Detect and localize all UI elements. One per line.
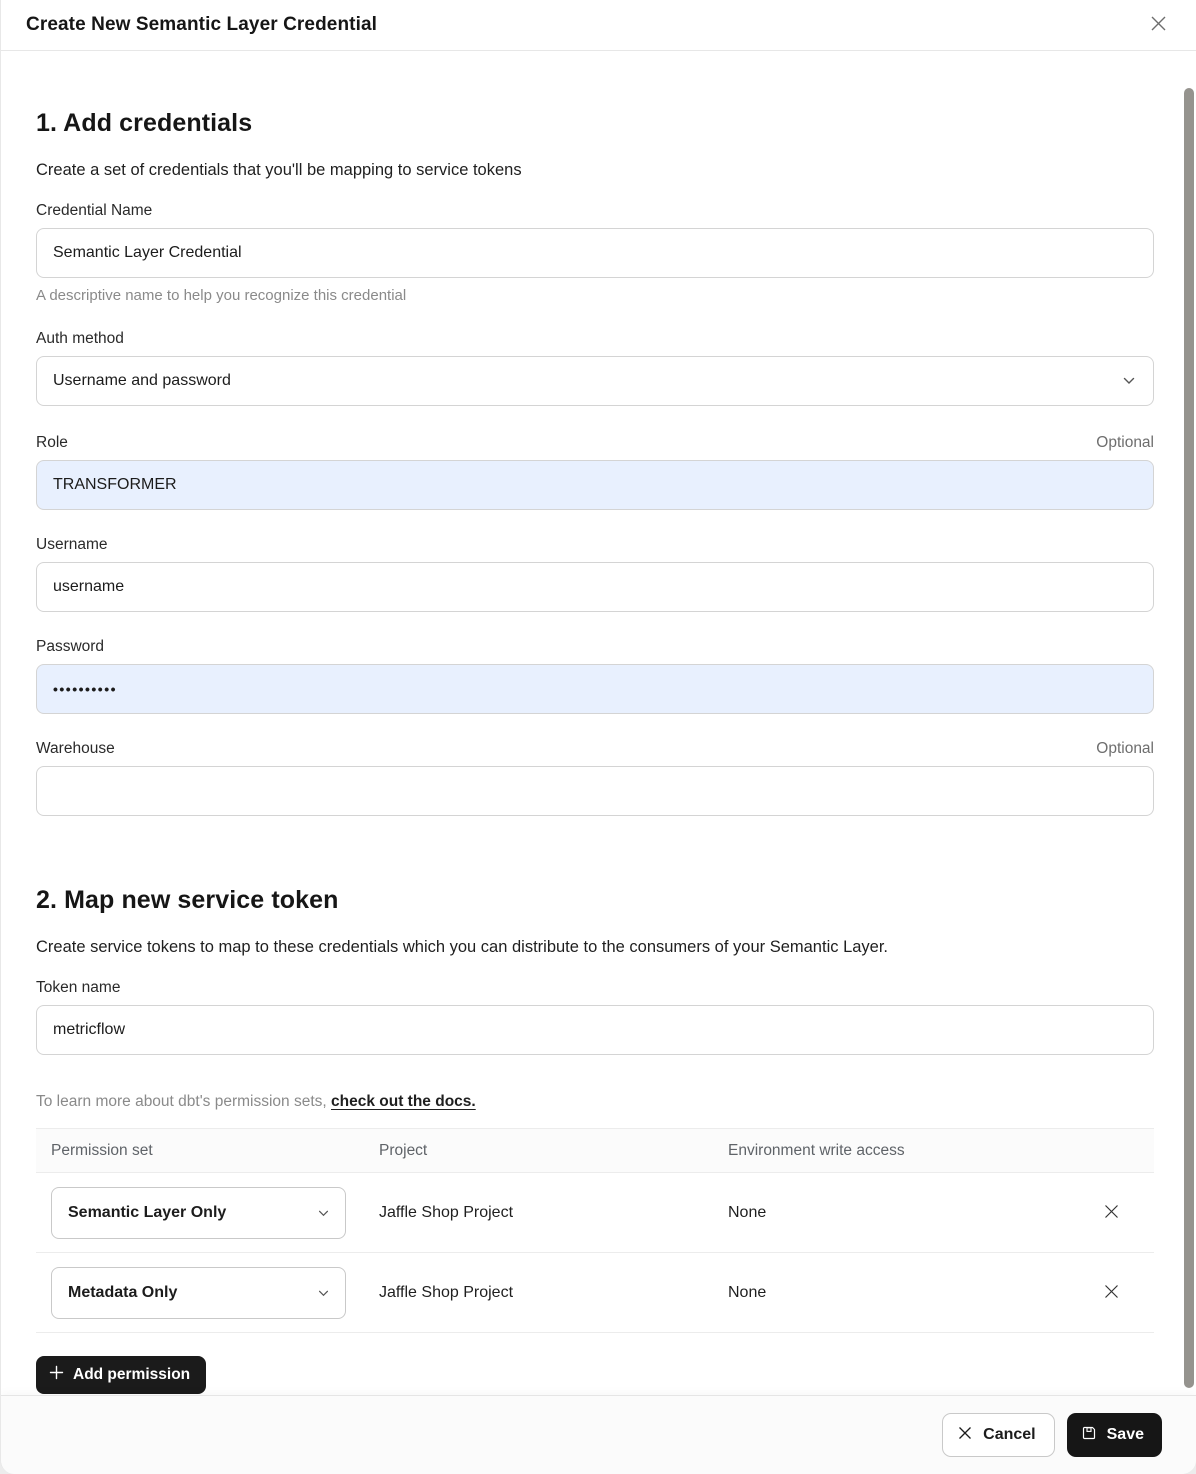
column-permission-set: Permission set	[51, 1141, 153, 1159]
warehouse-optional-badge: Optional	[1096, 740, 1154, 757]
role-input[interactable]	[36, 460, 1154, 510]
save-button[interactable]	[1067, 1413, 1162, 1457]
column-project: Project	[379, 1141, 428, 1159]
close-icon	[1103, 1283, 1120, 1303]
section2-description: Create service tokens to map to these credentials which you can distribute to the consumers of your Semantic Layer.	[36, 938, 889, 956]
plus-icon	[49, 1365, 64, 1385]
remove-permission-button[interactable]	[1095, 1277, 1127, 1309]
warehouse-input[interactable]	[36, 766, 1154, 816]
scrollbar-thumb[interactable]	[1184, 88, 1194, 1388]
token-name-label: Token name	[36, 979, 121, 996]
project-cell: Jaffle Shop Project	[379, 1283, 514, 1301]
permission-set-value: Metadata Only	[68, 1283, 178, 1301]
role-optional-badge: Optional	[1096, 434, 1154, 451]
auth-method-value: Username and password	[53, 372, 231, 389]
table-row	[36, 1253, 1154, 1333]
table-row	[36, 1173, 1154, 1253]
credential-name-helper: A descriptive name to help you recognize this credential	[36, 287, 407, 304]
password-input[interactable]	[36, 664, 1154, 714]
close-button[interactable]	[1144, 11, 1172, 39]
password-label: Password	[36, 638, 105, 655]
username-input[interactable]	[36, 562, 1154, 612]
cancel-label: Cancel	[983, 1426, 1036, 1443]
save-label: Save	[1106, 1426, 1144, 1443]
section2-heading: 2. Map new service token	[36, 886, 339, 914]
token-name-input[interactable]	[36, 1005, 1154, 1055]
modal-body	[1, 52, 1196, 1395]
close-icon	[1149, 14, 1168, 36]
permission-set-value: Semantic Layer Only	[68, 1203, 227, 1221]
permission-docs-note	[36, 1093, 1154, 1111]
add-permission-label: Add permission	[73, 1366, 191, 1383]
chevron-down-icon	[1123, 372, 1135, 390]
add-permission-button[interactable]	[36, 1356, 206, 1394]
save-icon	[1081, 1425, 1097, 1446]
auth-method-label: Auth method	[36, 330, 124, 347]
cancel-button[interactable]	[942, 1413, 1054, 1457]
section1-description: Create a set of credentials that you'll be mapping to service tokens	[36, 161, 522, 179]
username-label: Username	[36, 536, 108, 553]
column-environment-write-access: Environment write access	[728, 1141, 905, 1159]
permission-set-select[interactable]	[51, 1267, 346, 1319]
chevron-down-icon	[318, 1204, 329, 1222]
role-label: Role	[36, 434, 68, 451]
docs-note-text: To learn more about dbt's permission sets,	[36, 1093, 332, 1110]
section1-heading: 1. Add credentials	[36, 109, 253, 137]
modal-title: Create New Semantic Layer Credential	[26, 14, 378, 35]
remove-permission-button[interactable]	[1095, 1197, 1127, 1229]
credential-name-label: Credential Name	[36, 202, 153, 219]
modal-footer	[1, 1395, 1196, 1474]
credential-name-input[interactable]	[36, 228, 1154, 278]
environment-write-access-cell: None	[728, 1283, 767, 1301]
warehouse-label: Warehouse	[36, 740, 115, 757]
project-cell: Jaffle Shop Project	[379, 1203, 514, 1221]
permissions-table	[36, 1128, 1154, 1333]
chevron-down-icon	[318, 1284, 329, 1302]
modal-header	[1, 0, 1196, 51]
auth-method-select[interactable]	[36, 356, 1154, 406]
close-icon	[1103, 1203, 1120, 1223]
permission-set-select[interactable]	[51, 1187, 346, 1239]
permissions-table-header	[36, 1128, 1154, 1173]
close-icon	[957, 1425, 973, 1446]
docs-link[interactable]: check out the docs.	[331, 1093, 476, 1110]
environment-write-access-cell: None	[728, 1203, 767, 1221]
